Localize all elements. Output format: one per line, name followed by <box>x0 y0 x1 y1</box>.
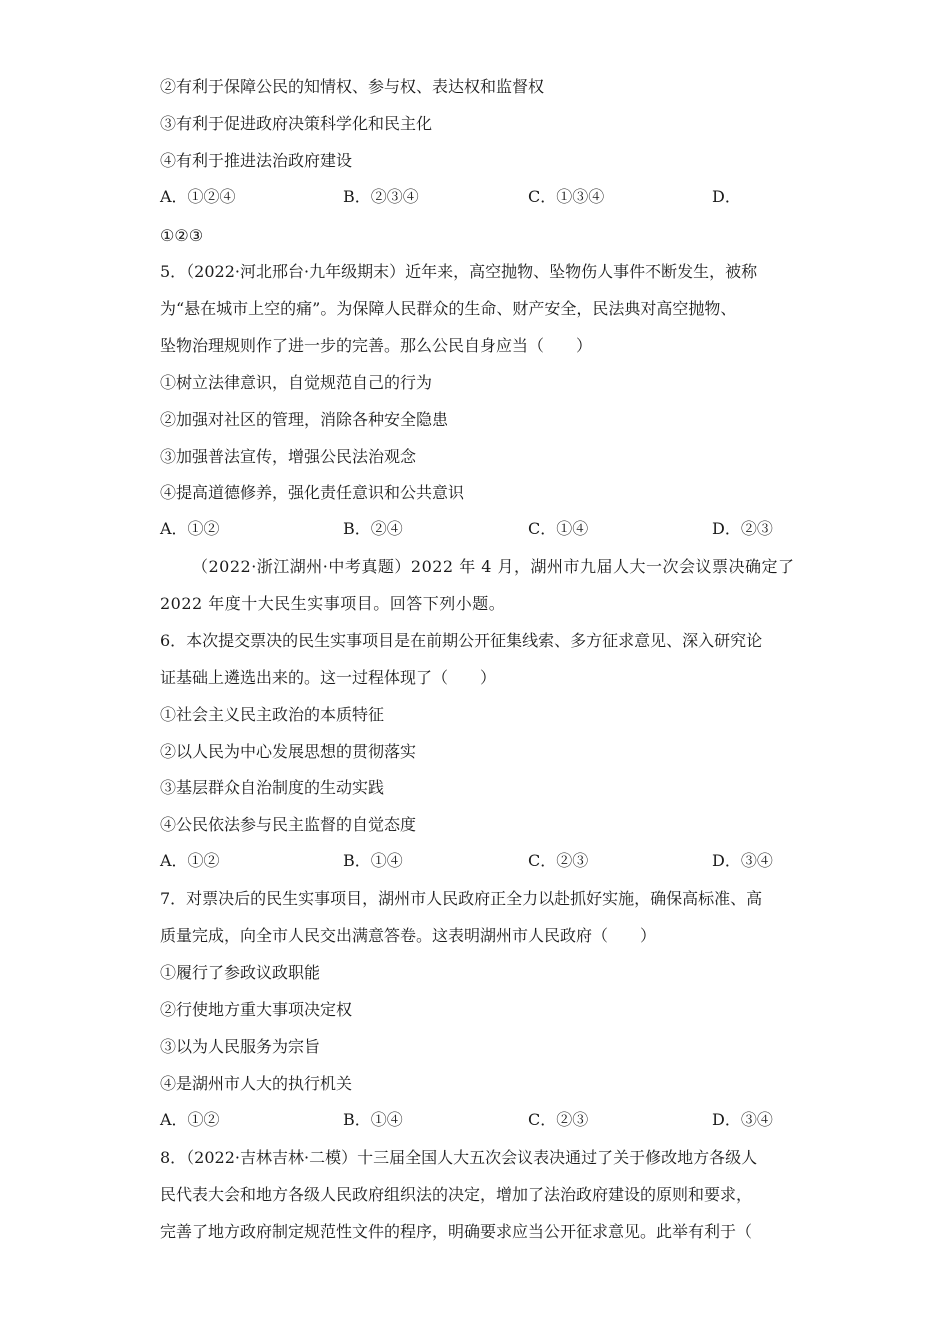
q7-item-3: ③以为人民服务为宗旨 <box>160 1037 321 1056</box>
material-line-2: 2022 年度十大民生实事项目。回答下列小题。 <box>160 594 506 613</box>
q6-item-1: ①社会主义民主政治的本质特征 <box>160 705 385 724</box>
q5-stem-line-2: 为“悬在城市上空的痛”。为保障人民群众的生命、财产安全，民法典对高空抛物、 <box>160 299 737 318</box>
q5-item-1: ①树立法律意识，自觉规范自己的行为 <box>160 373 433 392</box>
q5-item-4: ④提高道德修养，强化责任意识和公共意识 <box>160 483 465 502</box>
q7-option-b: B．①④ <box>343 1110 403 1129</box>
q7-option-a: A．①② <box>160 1110 220 1129</box>
q6-item-4: ④公民依法参与民主监督的自觉态度 <box>160 815 417 834</box>
q6-option-d: D．③④ <box>712 851 773 870</box>
q6-item-2: ②以人民为中心发展思想的贯彻落实 <box>160 742 417 761</box>
q4-item-3: ③有利于促进政府决策科学化和民主化 <box>160 114 433 133</box>
q6-option-a: A．①② <box>160 851 220 870</box>
q6-item-3: ③基层群众自治制度的生动实践 <box>160 778 385 797</box>
q5-stem-line-1: 5．（2022·河北邢台·九年级期末）近年来，高空抛物、坠物伤人事件不断发生，被称 <box>160 262 758 281</box>
q4-option-d: D． <box>712 187 741 206</box>
q7-option-d: D．③④ <box>712 1110 773 1129</box>
q4-item-2: ②有利于保障公民的知情权、参与权、表达权和监督权 <box>160 77 545 96</box>
q6-stem-line-1: 6．本次提交票决的民生实事项目是在前期公开征集线索、多方征求意见、深入研究论 <box>160 631 763 650</box>
q4-item-4: ④有利于推进法治政府建设 <box>160 151 353 170</box>
material-line-1: （2022·浙江湖州·中考真题）2022 年 4 月，湖州市九届人大一次会议票决确定了 <box>192 557 795 576</box>
q5-item-2: ②加强对社区的管理，消除各种安全隐患 <box>160 410 449 429</box>
q6-stem-line-2: 证基础上遴选出来的。这一过程体现了（ ） <box>160 668 497 687</box>
q4-option-d-content: ①②③ <box>160 226 204 245</box>
q4-option-c: C．①③④ <box>528 187 605 206</box>
q5-option-d: D．②③ <box>712 519 773 538</box>
q4-option-b: B．②③④ <box>343 187 419 206</box>
q6-option-b: B．①④ <box>343 851 403 870</box>
q7-stem-line-2: 质量完成，向全市人民交出满意答卷。这表明湖州市人民政府（ ） <box>160 926 657 945</box>
q8-stem-line-3: 完善了地方政府制定规范性文件的程序，明确要求应当公开征求意见。此举有利于（ <box>160 1222 753 1241</box>
q5-option-b: B．②④ <box>343 519 403 538</box>
q7-item-2: ②行使地方重大事项决定权 <box>160 1000 353 1019</box>
q5-option-a: A．①② <box>160 519 220 538</box>
q7-stem-line-1: 7．对票决后的民生实事项目，湖州市人民政府正全力以赴抓好实施，确保高标准、高 <box>160 889 763 908</box>
q7-option-c: C．②③ <box>528 1110 589 1129</box>
q7-item-1: ①履行了参政议政职能 <box>160 963 321 982</box>
q5-option-c: C．①④ <box>528 519 589 538</box>
q4-option-a: A．①②④ <box>160 187 236 206</box>
q6-option-c: C．②③ <box>528 851 589 870</box>
q5-stem-line-3: 坠物治理规则作了进一步的完善。那么公民自身应当（ ） <box>160 336 593 355</box>
q5-item-3: ③加强普法宣传，增强公民法治观念 <box>160 447 417 466</box>
q7-item-4: ④是湖州市人大的执行机关 <box>160 1074 353 1093</box>
q8-stem-line-2: 民代表大会和地方各级人民政府组织法的决定，增加了法治政府建设的原则和要求， <box>160 1185 753 1204</box>
q8-stem-line-1: 8．（2022·吉林吉林·二模）十三届全国人大五次会议表决通过了关于修改地方各级人 <box>160 1148 758 1167</box>
